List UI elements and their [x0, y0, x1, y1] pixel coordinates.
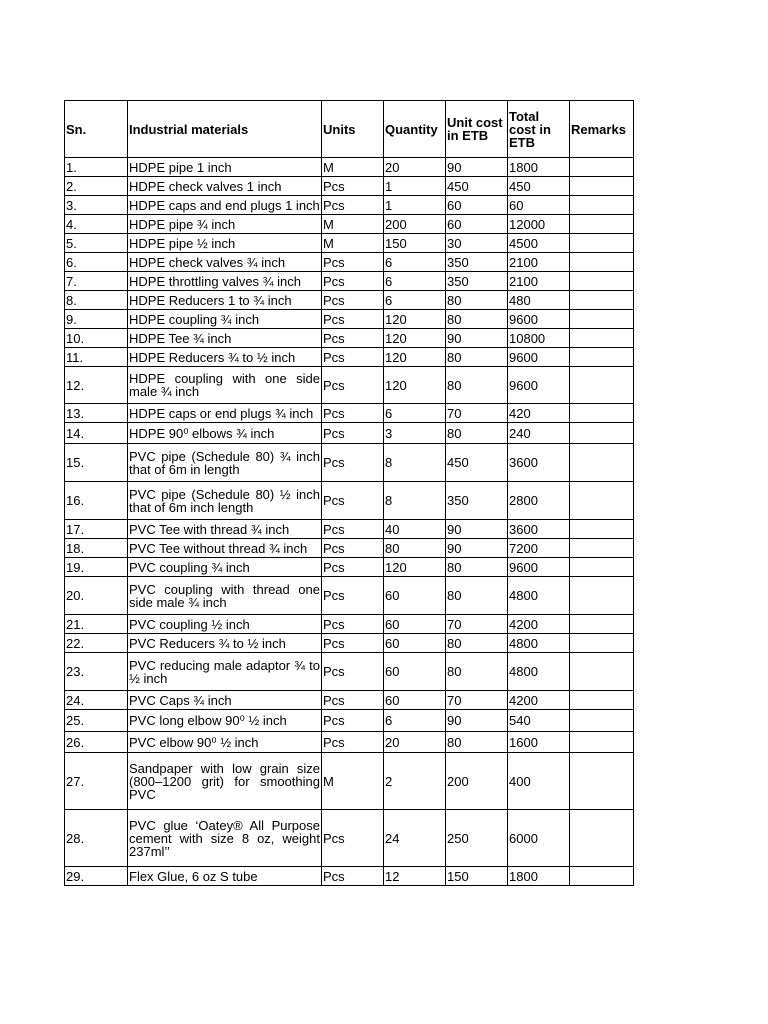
cell-qty: 1	[384, 177, 446, 196]
table-row	[65, 653, 634, 691]
cell-units: Pcs	[322, 634, 384, 653]
table-row	[65, 423, 634, 444]
cell-sn: 16.	[65, 482, 128, 520]
table-row	[65, 867, 634, 886]
cell-qty: 3	[384, 423, 446, 444]
cell-unit-cost: 80	[446, 634, 508, 653]
cell-units: Pcs	[322, 810, 384, 867]
cell-material: HDPE pipe ½ inch	[128, 234, 322, 253]
cell-total-cost: 240	[508, 423, 570, 444]
cell-remarks	[570, 404, 634, 423]
cell-sn: 14.	[65, 423, 128, 444]
cell-total-cost: 2800	[508, 482, 570, 520]
cell-remarks	[570, 753, 634, 810]
cell-units: Pcs	[322, 539, 384, 558]
cell-qty: 12	[384, 867, 446, 886]
cell-units: Pcs	[322, 177, 384, 196]
table-row	[65, 577, 634, 615]
cell-unit-cost: 350	[446, 272, 508, 291]
cell-remarks	[570, 177, 634, 196]
cell-material: PVC reducing male adaptor ¾ to ½ inch	[128, 653, 322, 691]
table-row	[65, 444, 634, 482]
cell-total-cost: 12000	[508, 215, 570, 234]
cell-unit-cost: 80	[446, 423, 508, 444]
cell-material: HDPE check valves ¾ inch	[128, 253, 322, 272]
cell-sn: 13.	[65, 404, 128, 423]
cell-total-cost: 3600	[508, 520, 570, 539]
cell-total-cost: 420	[508, 404, 570, 423]
cell-unit-cost: 70	[446, 691, 508, 710]
cell-unit-cost: 30	[446, 234, 508, 253]
cell-material: HDPE Reducers 1 to ¾ inch	[128, 291, 322, 310]
cell-unit-cost: 90	[446, 520, 508, 539]
cell-sn: 9.	[65, 310, 128, 329]
cell-unit-cost: 450	[446, 444, 508, 482]
cell-remarks	[570, 423, 634, 444]
cell-total-cost: 10800	[508, 329, 570, 348]
cell-sn: 18.	[65, 539, 128, 558]
cell-unit-cost: 80	[446, 367, 508, 404]
cell-material: HDPE caps and end plugs 1 inch	[129, 197, 320, 213]
cell-units: Pcs	[322, 867, 384, 886]
table-row	[65, 691, 634, 710]
cell-sn: 20.	[65, 577, 128, 615]
table-row	[65, 753, 634, 810]
cell-material: HDPE Reducers ¾ to ½ inch	[128, 348, 322, 367]
cell-remarks	[570, 348, 634, 367]
table-row	[65, 253, 634, 272]
table-row	[65, 634, 634, 653]
cell-total-cost: 9600	[508, 310, 570, 329]
cell-units: Pcs	[322, 520, 384, 539]
cell-qty: 60	[384, 634, 446, 653]
cell-sn: 15.	[65, 444, 128, 482]
cell-unit-cost: 200	[446, 753, 508, 810]
cell-units: Pcs	[322, 691, 384, 710]
table-row	[65, 558, 634, 577]
header-total-cost: Total cost in ETB	[508, 101, 570, 158]
cell-qty: 24	[384, 810, 446, 867]
header-unit-cost: Unit cost in ETB	[446, 101, 508, 158]
cell-units: Pcs	[322, 367, 384, 404]
cell-units: M	[322, 234, 384, 253]
table-row	[65, 810, 634, 867]
cell-remarks	[570, 691, 634, 710]
cell-sn: 26.	[65, 732, 128, 753]
cell-sn: 25.	[65, 710, 128, 732]
cell-qty: 6	[384, 291, 446, 310]
cell-units: Pcs	[322, 348, 384, 367]
table-row	[65, 234, 634, 253]
cell-material: HDPE Tee ¾ inch	[128, 329, 322, 348]
cell-remarks	[570, 653, 634, 691]
cell-unit-cost: 90	[446, 329, 508, 348]
cell-remarks	[570, 482, 634, 520]
cell-total-cost: 400	[508, 753, 570, 810]
cell-sn: 27.	[65, 753, 128, 810]
cell-qty: 150	[384, 234, 446, 253]
cell-remarks	[570, 520, 634, 539]
header-remarks: Remarks	[570, 101, 634, 158]
cell-sn: 11.	[65, 348, 128, 367]
header-quantity: Quantity	[384, 101, 446, 158]
cell-qty: 60	[384, 577, 446, 615]
cell-remarks	[570, 539, 634, 558]
cell-unit-cost: 80	[446, 653, 508, 691]
cell-qty: 200	[384, 215, 446, 234]
cell-total-cost: 540	[508, 710, 570, 732]
cell-sn: 8.	[65, 291, 128, 310]
cell-remarks	[570, 577, 634, 615]
table-body	[65, 158, 634, 886]
cell-units: Pcs	[322, 444, 384, 482]
cell-remarks	[570, 272, 634, 291]
cell-remarks	[570, 615, 634, 634]
cell-total-cost: 4800	[508, 653, 570, 691]
cell-units: Pcs	[322, 732, 384, 753]
table-row	[65, 615, 634, 634]
cell-material: Sandpaper with low grain size (800–1200 grit) for smoothing PVC	[128, 753, 322, 810]
cell-remarks	[570, 291, 634, 310]
cell-sn: 2.	[65, 177, 128, 196]
cell-total-cost: 4500	[508, 234, 570, 253]
cell-total-cost: 480	[508, 291, 570, 310]
cell-total-cost: 60	[508, 196, 570, 215]
cell-remarks	[570, 367, 634, 404]
materials-table	[64, 100, 634, 886]
cell-unit-cost: 80	[446, 558, 508, 577]
cell-remarks	[570, 810, 634, 867]
cell-unit-cost: 70	[446, 615, 508, 634]
cell-qty: 6	[384, 272, 446, 291]
cell-remarks	[570, 310, 634, 329]
cell-qty: 120	[384, 367, 446, 404]
cell-qty: 60	[384, 653, 446, 691]
cell-units: Pcs	[322, 653, 384, 691]
cell-unit-cost: 90	[446, 710, 508, 732]
cell-units: M	[322, 158, 384, 177]
cell-units: Pcs	[322, 615, 384, 634]
cell-unit-cost: 450	[446, 177, 508, 196]
cell-unit-cost: 350	[446, 253, 508, 272]
cell-total-cost: 6000	[508, 810, 570, 867]
cell-material: PVC Tee without thread ¾ inch	[128, 539, 322, 558]
cell-sn: 29.	[65, 867, 128, 886]
cell-remarks	[570, 732, 634, 753]
cell-material: PVC coupling with thread one side male ¾ inch	[128, 577, 322, 615]
cell-material: PVC long elbow 90⁰ ½ inch	[128, 710, 322, 732]
cell-unit-cost: 70	[446, 404, 508, 423]
cell-remarks	[570, 634, 634, 653]
cell-sn: 24.	[65, 691, 128, 710]
table-row	[65, 367, 634, 404]
cell-material: HDPE check valves 1 inch	[128, 177, 322, 196]
cell-unit-cost: 80	[446, 291, 508, 310]
table-row	[65, 291, 634, 310]
cell-qty: 60	[384, 615, 446, 634]
cell-qty: 2	[384, 753, 446, 810]
cell-units: Pcs	[322, 423, 384, 444]
cell-material: HDPE pipe ¾ inch	[128, 215, 322, 234]
cell-material: HDPE throttling valves ¾ inch	[128, 272, 322, 291]
table-row	[65, 539, 634, 558]
cell-material: HDPE coupling ¾ inch	[128, 310, 322, 329]
cell-sn: 1.	[65, 158, 128, 177]
cell-total-cost: 450	[508, 177, 570, 196]
cell-unit-cost: 90	[446, 539, 508, 558]
cell-units: Pcs	[322, 577, 384, 615]
cell-sn: 6.	[65, 253, 128, 272]
cell-units: Pcs	[322, 404, 384, 423]
cell-material: HDPE 90⁰ elbows ¾ inch	[128, 423, 322, 444]
cell-qty: 60	[384, 691, 446, 710]
cell-remarks	[570, 158, 634, 177]
table-row	[65, 177, 634, 196]
cell-remarks	[570, 234, 634, 253]
cell-unit-cost: 60	[446, 215, 508, 234]
table-row	[65, 158, 634, 177]
cell-sn: 10.	[65, 329, 128, 348]
cell-total-cost: 9600	[508, 558, 570, 577]
cell-remarks	[570, 215, 634, 234]
cell-units: Pcs	[322, 558, 384, 577]
cell-qty: 20	[384, 732, 446, 753]
cell-qty: 40	[384, 520, 446, 539]
table-row	[65, 348, 634, 367]
cell-total-cost: 1600	[508, 732, 570, 753]
cell-sn: 5.	[65, 234, 128, 253]
cell-remarks	[570, 196, 634, 215]
cell-material: PVC pipe (Schedule 80) ¾ inch that of 6m in length	[128, 444, 322, 482]
cell-total-cost: 2100	[508, 253, 570, 272]
cell-total-cost: 7200	[508, 539, 570, 558]
cell-total-cost: 4800	[508, 577, 570, 615]
cell-units: M	[322, 753, 384, 810]
cell-total-cost: 1800	[508, 867, 570, 886]
cell-material: PVC coupling ¾ inch	[128, 558, 322, 577]
table-row	[65, 196, 634, 215]
cell-total-cost: 4200	[508, 691, 570, 710]
cell-qty: 120	[384, 329, 446, 348]
table-row	[65, 310, 634, 329]
cell-units: Pcs	[322, 310, 384, 329]
cell-qty: 8	[384, 444, 446, 482]
cell-sn: 22.	[65, 634, 128, 653]
cell-units: M	[322, 215, 384, 234]
cell-total-cost: 2100	[508, 272, 570, 291]
table-row	[65, 272, 634, 291]
table-row	[65, 710, 634, 732]
cell-unit-cost: 350	[446, 482, 508, 520]
cell-material: Flex Glue, 6 oz S tube	[128, 867, 322, 886]
cell-qty: 20	[384, 158, 446, 177]
cell-material: HDPE coupling with one side male ¾ inch	[128, 367, 322, 404]
table-row	[65, 482, 634, 520]
cell-sn: 4.	[65, 215, 128, 234]
table-row	[65, 404, 634, 423]
cell-units: Pcs	[322, 196, 384, 215]
cell-remarks	[570, 329, 634, 348]
cell-material: PVC Caps ¾ inch	[128, 691, 322, 710]
cell-qty: 6	[384, 710, 446, 732]
table-row	[65, 215, 634, 234]
cell-sn: 7.	[65, 272, 128, 291]
cell-remarks	[570, 253, 634, 272]
cell-remarks	[570, 444, 634, 482]
cell-units: Pcs	[322, 482, 384, 520]
cell-units: Pcs	[322, 710, 384, 732]
cell-units: Pcs	[322, 291, 384, 310]
cell-total-cost: 9600	[508, 367, 570, 404]
cell-qty: 8	[384, 482, 446, 520]
cell-sn: 21.	[65, 615, 128, 634]
cell-sn: 19.	[65, 558, 128, 577]
cell-qty: 6	[384, 253, 446, 272]
cell-unit-cost: 60	[446, 196, 508, 215]
cell-qty: 120	[384, 348, 446, 367]
cell-material: PVC pipe (Schedule 80) ½ inch that of 6m inch length	[128, 482, 322, 520]
cell-total-cost: 4800	[508, 634, 570, 653]
cell-total-cost: 9600	[508, 348, 570, 367]
cell-units: Pcs	[322, 329, 384, 348]
cell-total-cost: 1800	[508, 158, 570, 177]
cell-unit-cost: 80	[446, 348, 508, 367]
cell-material: PVC elbow 90⁰ ½ inch	[128, 732, 322, 753]
table-row	[65, 520, 634, 539]
cell-material: PVC Tee with thread ¾ inch	[128, 520, 322, 539]
cell-unit-cost: 80	[446, 577, 508, 615]
cell-unit-cost: 80	[446, 732, 508, 753]
cell-total-cost: 4200	[508, 615, 570, 634]
cell-material: PVC glue ‘Oatey® All Purpose cement with size 8 oz, weight 237ml’’	[128, 810, 322, 867]
cell-material: HDPE caps or end plugs ¾ inch	[128, 404, 322, 423]
cell-qty: 1	[384, 196, 446, 215]
cell-units: Pcs	[322, 272, 384, 291]
cell-sn: 23.	[65, 653, 128, 691]
cell-sn: 3.	[65, 196, 128, 215]
header-row	[65, 101, 634, 158]
cell-material: PVC coupling ½ inch	[128, 615, 322, 634]
cell-qty: 120	[384, 558, 446, 577]
cell-material: HDPE pipe 1 inch	[128, 158, 322, 177]
cell-qty: 120	[384, 310, 446, 329]
cell-unit-cost: 80	[446, 310, 508, 329]
header-units: Units	[322, 101, 384, 158]
cell-unit-cost: 90	[446, 158, 508, 177]
cell-material: PVC Reducers ¾ to ½ inch	[128, 634, 322, 653]
cell-qty: 6	[384, 404, 446, 423]
cell-sn: 28.	[65, 810, 128, 867]
cell-total-cost: 3600	[508, 444, 570, 482]
cell-sn: 12.	[65, 367, 128, 404]
cell-qty: 80	[384, 539, 446, 558]
cell-unit-cost: 250	[446, 810, 508, 867]
table-row	[65, 732, 634, 753]
table-row	[65, 329, 634, 348]
cell-remarks	[570, 867, 634, 886]
cell-unit-cost: 150	[446, 867, 508, 886]
cell-sn: 17.	[65, 520, 128, 539]
cell-remarks	[570, 710, 634, 732]
cell-units: Pcs	[322, 253, 384, 272]
header-material: Industrial materials	[128, 101, 322, 158]
cell-remarks	[570, 558, 634, 577]
header-sn: Sn.	[65, 101, 128, 158]
